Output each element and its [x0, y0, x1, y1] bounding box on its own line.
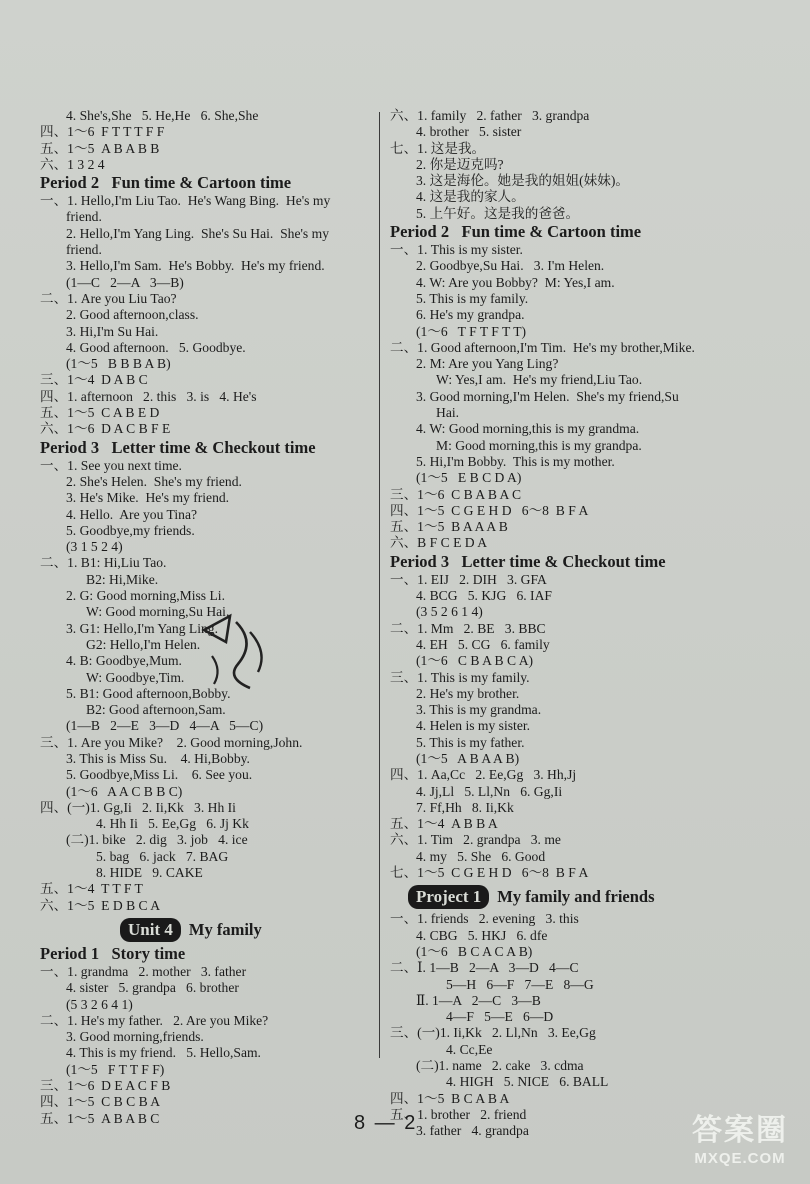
answer-line: 3. This is Miss Su. 4. Hi,Bobby. — [66, 750, 250, 766]
unit-title: My family — [188, 919, 262, 939]
answer-line: 四、1～5 C G E H D 6～8 B F A — [390, 502, 589, 518]
answer-line: 4. CBG 5. HKJ 6. dfe — [416, 927, 548, 943]
answer-line: W: Yes,I am. He's my friend,Liu Tao. — [436, 372, 643, 388]
answer-line: (1～5 B B B A B) — [66, 356, 171, 372]
project-heading — [390, 885, 770, 909]
answer-line: 三、1. Are you Mike? 2. Good morning,John. — [40, 734, 303, 750]
answer-line: 一、1. grandma 2. mother 3. father — [40, 963, 247, 979]
answer-line: 3. G1: Hello,I'm Yang Ling. — [66, 620, 218, 636]
answer-line: 4. BCG 5. KJG 6. IAF — [416, 588, 552, 604]
answer-line: 3. Good morning,friends. — [66, 1029, 204, 1045]
answer-line: 4. brother 5. sister — [416, 124, 522, 140]
answer-line: 四、(一)1. Gg,Ii 2. Ii,Kk 3. Hh Ii — [40, 799, 236, 815]
answer-line: 一、1. This is my sister. — [390, 242, 523, 258]
answer-line: 4. Hh Ii 5. Ee,Gg 6. Jj Kk — [96, 816, 249, 832]
answer-line: 8. HIDE 9. CAKE — [96, 865, 203, 881]
answer-line: 2. Goodbye,Su Hai. 3. I'm Helen. — [416, 258, 605, 274]
answer-line: 4. EH 5. CG 6. family — [416, 636, 550, 652]
answer-line: 一、1. EIJ 2. DIH 3. GFA — [390, 571, 547, 587]
answer-line: 六、1. family 2. father 3. grandpa — [390, 108, 590, 123]
answer-line: (1—C 2—A 3—B) — [66, 274, 184, 290]
answer-line: 五、1～4 T T F T — [40, 881, 143, 897]
answer-line: 3. This is my grandma. — [416, 702, 542, 718]
answer-line: 4. Helen is my sister. — [416, 718, 531, 734]
project-title: My family and friends — [497, 887, 655, 907]
answer-line: 四、1～5 C B C B A — [40, 1094, 161, 1110]
right-column — [390, 108, 770, 1140]
answer-line: 2. She's Helen. She's my friend. — [66, 473, 242, 489]
answer-line: 四、1～5 B C A B A — [390, 1090, 510, 1106]
answer-line: (1—B 2—E 3—D 4—A 5—C) — [66, 718, 264, 734]
answer-line: 5. This is my family. — [416, 290, 529, 306]
answer-line: 5—H 6—F 7—E 8—G — [446, 976, 594, 992]
answer-line: 5. bag 6. jack 7. BAG — [96, 848, 229, 864]
answer-line: Hai. — [436, 405, 460, 421]
answer-line: 5. 上午好。这是我的爸爸。 — [416, 205, 580, 221]
answer-line: 4. Good afternoon. 5. Goodbye. — [66, 339, 246, 355]
handwritten-scribble — [196, 612, 276, 694]
answer-line: 4. Cc,Ee — [446, 1041, 493, 1057]
answer-line: friend. — [66, 242, 102, 258]
answer-line: (3 1 5 2 4) — [66, 539, 123, 555]
answer-line: 3. Hi,I'm Su Hai. — [66, 323, 159, 339]
answer-line: 4. This is my friend. 5. Hello,Sam. — [66, 1045, 261, 1061]
answer-line: (1～6 B C A C A B) — [416, 943, 533, 959]
answer-line: 六、B F C E D A — [390, 535, 488, 551]
answer-line: 二、1. Good afternoon,I'm Tim. He's my brother,Mike. — [390, 339, 695, 355]
site-watermark — [678, 1112, 802, 1178]
answer-line: 7. Ff,Hh 8. Ii,Kk — [416, 799, 514, 815]
answer-line: 4. She's,She 5. He,He 6. She,She — [66, 108, 259, 123]
answer-line: 2. G: Good morning,Miss Li. — [66, 588, 225, 604]
answer-line: B2: Hi,Mike. — [86, 571, 159, 587]
answer-line: 2. M: Are you Yang Ling? — [416, 356, 559, 372]
answer-line: 一、1. friends 2. evening 3. this — [390, 911, 579, 927]
answer-line: 四、1～6 F T T T F F — [40, 124, 165, 140]
answer-line: 3. Hello,I'm Sam. He's Bobby. He's my friend. — [66, 258, 325, 274]
answer-line: 2. He's my brother. — [416, 685, 520, 701]
answer-line: 五、1～5 B A A A B — [390, 519, 508, 535]
answer-line: 4. my 5. She 6. Good — [416, 848, 546, 864]
answer-line: 一、1. See you next time. — [40, 457, 182, 473]
answer-line: 三、1～6 C B A B A C — [390, 486, 522, 502]
answer-line: 三、1～4 D A B C — [40, 372, 148, 388]
answer-line: G2: Hello,I'm Helen. — [86, 636, 201, 652]
answer-line: 二、1. Are you Liu Tao? — [40, 290, 177, 306]
answer-line: 七、1～5 C G E H D 6～8 B F A — [390, 865, 589, 881]
answer-line: 5. Hi,I'm Bobby. This is my mother. — [416, 453, 615, 469]
answer-line: 2. Good afternoon,class. — [66, 307, 199, 323]
answer-line: 5. B1: Good afternoon,Bobby. — [66, 685, 231, 701]
answer-line: 4. W: Are you Bobby? M: Yes,I am. — [416, 274, 615, 290]
answer-line: (1～6 C B A B C A) — [416, 653, 534, 669]
answer-line: 4—F 5—E 6—D — [446, 1009, 554, 1025]
answer-line: (1～6 A A C B B C) — [66, 783, 183, 799]
answer-line: 5. This is my father. — [416, 734, 525, 750]
answer-line: 二、1. B1: Hi,Liu Tao. — [40, 555, 167, 571]
answer-line: 五、1. brother 2. friend — [390, 1106, 527, 1122]
answer-line: 七、1. 这是我。 — [390, 140, 486, 156]
answer-line: (1～5 E B C D A) — [416, 470, 522, 486]
answer-line: 三、(一)1. Ii,Kk 2. Ll,Nn 3. Ee,Gg — [390, 1025, 596, 1041]
answer-line: 五、1～4 A B B A — [390, 816, 498, 832]
answer-line: W: Goodbye,Tim. — [86, 669, 185, 685]
period-heading: Period 2 Fun time & Cartoon time — [40, 173, 292, 193]
answer-line: 四、1. afternoon 2. this 3. is 4. He's — [40, 388, 257, 404]
answer-line: 3. He's Mike. He's my friend. — [66, 490, 230, 506]
answer-line: 4. 这是我的家人。 — [416, 189, 525, 205]
project-badge: Project 1 — [408, 885, 489, 909]
answer-line: (二)1. bike 2. dig 3. job 4. ice — [66, 832, 248, 848]
answer-line: (1～5 F T T F F) — [66, 1061, 165, 1077]
answer-line: 2. 你是迈克吗? — [416, 156, 504, 172]
answer-line: 五、1～5 C A B E D — [40, 405, 160, 421]
answer-line: (5 3 2 6 4 1) — [66, 996, 133, 1012]
answer-line: 6. He's my grandpa. — [416, 307, 525, 323]
answer-line: 二、1. He's my father. 2. Are you Mike? — [40, 1012, 269, 1028]
answer-line: M: Good morning,this is my grandpa. — [436, 437, 642, 453]
answer-line: 一、1. Hello,I'm Liu Tao. He's Wang Bing. He's my — [40, 193, 331, 209]
period-heading: Period 3 Letter time & Checkout time — [40, 437, 316, 457]
answer-line: Ⅱ. 1—A 2—C 3—B — [416, 992, 541, 1008]
answer-line: 四、1. Aa,Cc 2. Ee,Gg 3. Hh,Jj — [390, 767, 577, 783]
answer-line: 4. sister 5. grandpa 6. brother — [66, 980, 239, 996]
period-heading: Period 2 Fun time & Cartoon time — [390, 222, 642, 242]
answer-line: 六、1. Tim 2. grandpa 3. me — [390, 832, 561, 848]
answer-line: friend. — [66, 209, 102, 225]
answer-line: (3 5 2 6 1 4) — [416, 604, 483, 620]
page-number: 8 — 2 — [354, 1112, 418, 1134]
watermark-en: MXQE.COM — [694, 1150, 786, 1167]
answer-line: 五、1～5 A B A B B — [40, 140, 160, 156]
answer-line: 3. father 4. grandpa — [416, 1123, 529, 1139]
answer-line: 4. Hello. Are you Tina? — [66, 506, 198, 522]
answer-line: 六、1 3 2 4 — [40, 156, 105, 172]
answer-line: 二、1. Mm 2. BE 3. BBC — [390, 620, 546, 636]
unit-heading — [40, 918, 385, 942]
answer-line: (1～5 A B A A B) — [416, 750, 520, 766]
answer-line: 5. Goodbye,my friends. — [66, 522, 195, 538]
answer-line: 2. Hello,I'm Yang Ling. She's Su Hai. She's my — [66, 225, 329, 241]
answer-line: B2: Good afternoon,Sam. — [86, 702, 226, 718]
watermark-cn: 答案圈 — [692, 1114, 788, 1147]
period-heading: Period 3 Letter time & Checkout time — [390, 551, 666, 571]
answer-line: 4. HIGH 5. NICE 6. BALL — [446, 1074, 609, 1090]
answer-line: 3. 这是海伦。她是我的姐姐(妹妹)。 — [416, 173, 629, 189]
answer-line: (二)1. name 2. cake 3. cdma — [416, 1058, 584, 1074]
answer-line: 五、1～5 A B A B C — [40, 1110, 160, 1126]
period-heading: Period 1 Story time — [40, 943, 186, 963]
answer-line: 六、1～5 E D B C A — [40, 897, 161, 913]
unit-badge: Unit 4 — [120, 918, 181, 942]
answer-line: (1～6 T F T F T T) — [416, 323, 527, 339]
answer-line: W: Good morning,Su Hai. — [86, 604, 230, 620]
column-divider — [379, 112, 380, 1058]
answer-line: 二、Ⅰ. 1—B 2—A 3—D 4—C — [390, 960, 579, 976]
answer-line: 三、1～6 D E A C F B — [40, 1078, 171, 1094]
answer-line: 三、1. This is my family. — [390, 669, 530, 685]
answer-line: 六、1～6 D A C B F E — [40, 421, 171, 437]
answer-line: 4. W: Good morning,this is my grandma. — [416, 421, 640, 437]
answer-line: 4. Jj,Ll 5. Ll,Nn 6. Gg,Ii — [416, 783, 563, 799]
answer-line: 5. Goodbye,Miss Li. 6. See you. — [66, 767, 253, 783]
answer-line: 3. Good morning,I'm Helen. She's my friend,Su — [416, 388, 679, 404]
answer-line: 4. B: Goodbye,Mum. — [66, 653, 182, 669]
